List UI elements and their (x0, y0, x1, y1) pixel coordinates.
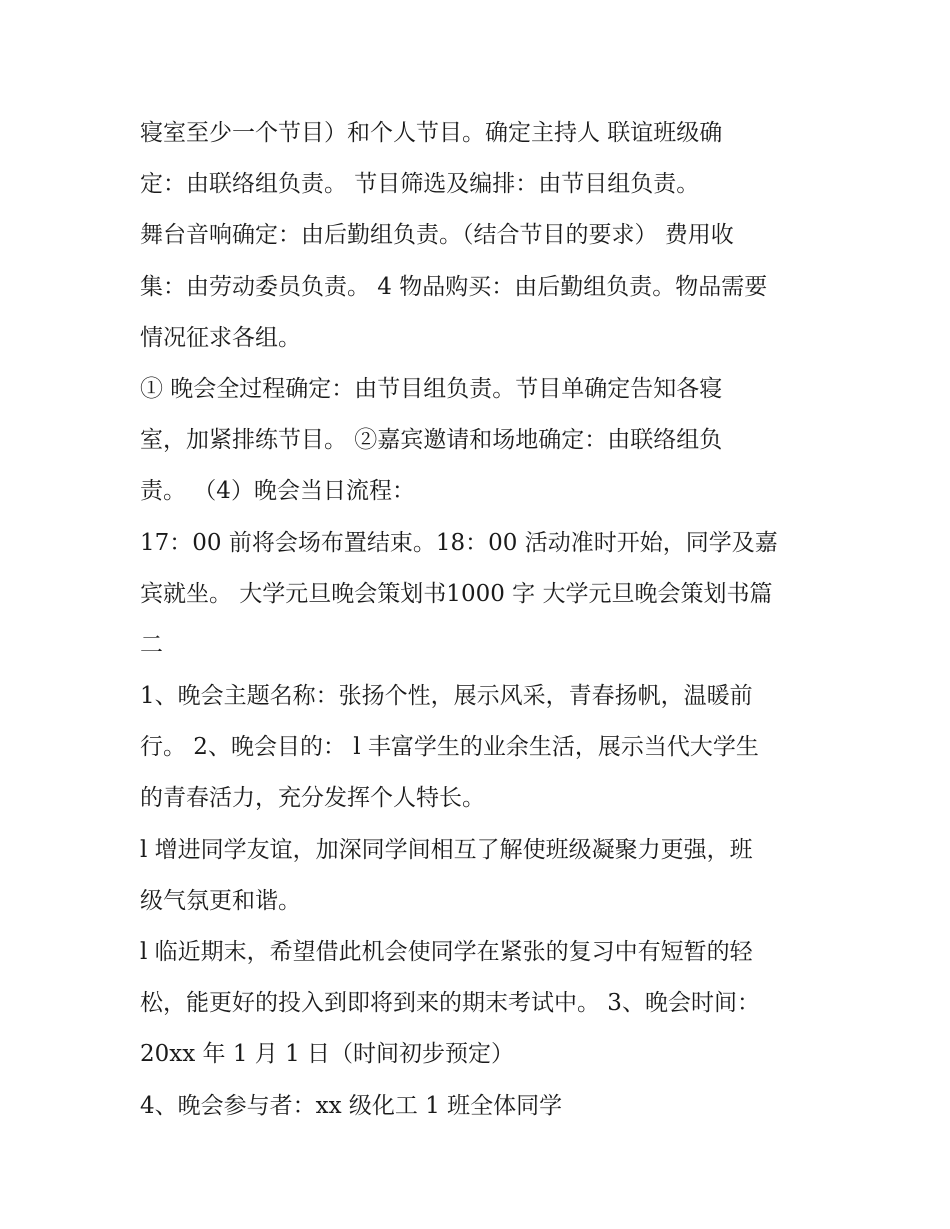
text-line: 定：由联络组负责。 节目筛选及编排：由节目组负责。 (140, 171, 700, 198)
text-line: 宾就坐。 大学元旦晚会策划书1000 字 大学元旦晚会策划书篇 (140, 580, 773, 607)
text-line: 责。 （4）晚会当日流程： (140, 478, 415, 505)
text-line: 室，加紧排练节目。 ②嘉宾邀请和场地确定：由联络组负 (140, 427, 723, 454)
text-line: 级气氛更和谐。 (140, 887, 301, 914)
text-line: 的青春活力，充分发挥个人特长。 (140, 785, 485, 812)
text-line: 1、晚会主题名称：张扬个性，展示风采，青春扬帆，温暖前 (140, 683, 753, 710)
text-line: 舞台音响确定：由后勤组负责。（结合节目的要求） 费用收 (140, 222, 734, 249)
text-line: 集：由劳动委员负责。 4 物品购买：由后勤组负责。物品需要 (140, 273, 768, 300)
text-line: 20xx 年 1 月 1 日（时间初步预定） (140, 1041, 515, 1068)
text-line: 行。 2、晚会目的： l 丰富学生的业余生活，展示当代大学生 (140, 734, 759, 761)
document-body (140, 108, 820, 1132)
text-line: 4、晚会参与者：xx 级化工 1 班全体同学 (140, 1092, 563, 1119)
text-line: 寝室至少一个节目）和个人节目。确定主持人 联谊班级确 (140, 120, 723, 146)
text-line: l 临近期末，希望借此机会使同学在紧张的复习中有短暂的轻 (140, 939, 753, 965)
text-line: 二 (140, 631, 163, 658)
text-line: l 增进同学友谊，加深同学间相互了解使班级凝聚力更强，班 (140, 836, 753, 863)
text-line: ① 晚会全过程确定：由节目组负责。节目单确定告知各寝 (140, 375, 723, 402)
text-line: 松，能更好的投入到即将到来的期末考试中。 3、晚会时间： (140, 990, 760, 1017)
text-line: 情况征求各组。 (140, 324, 301, 351)
text-line: 17：00 前将会场布置结束。18：00 活动准时开始，同学及嘉 (140, 529, 778, 556)
